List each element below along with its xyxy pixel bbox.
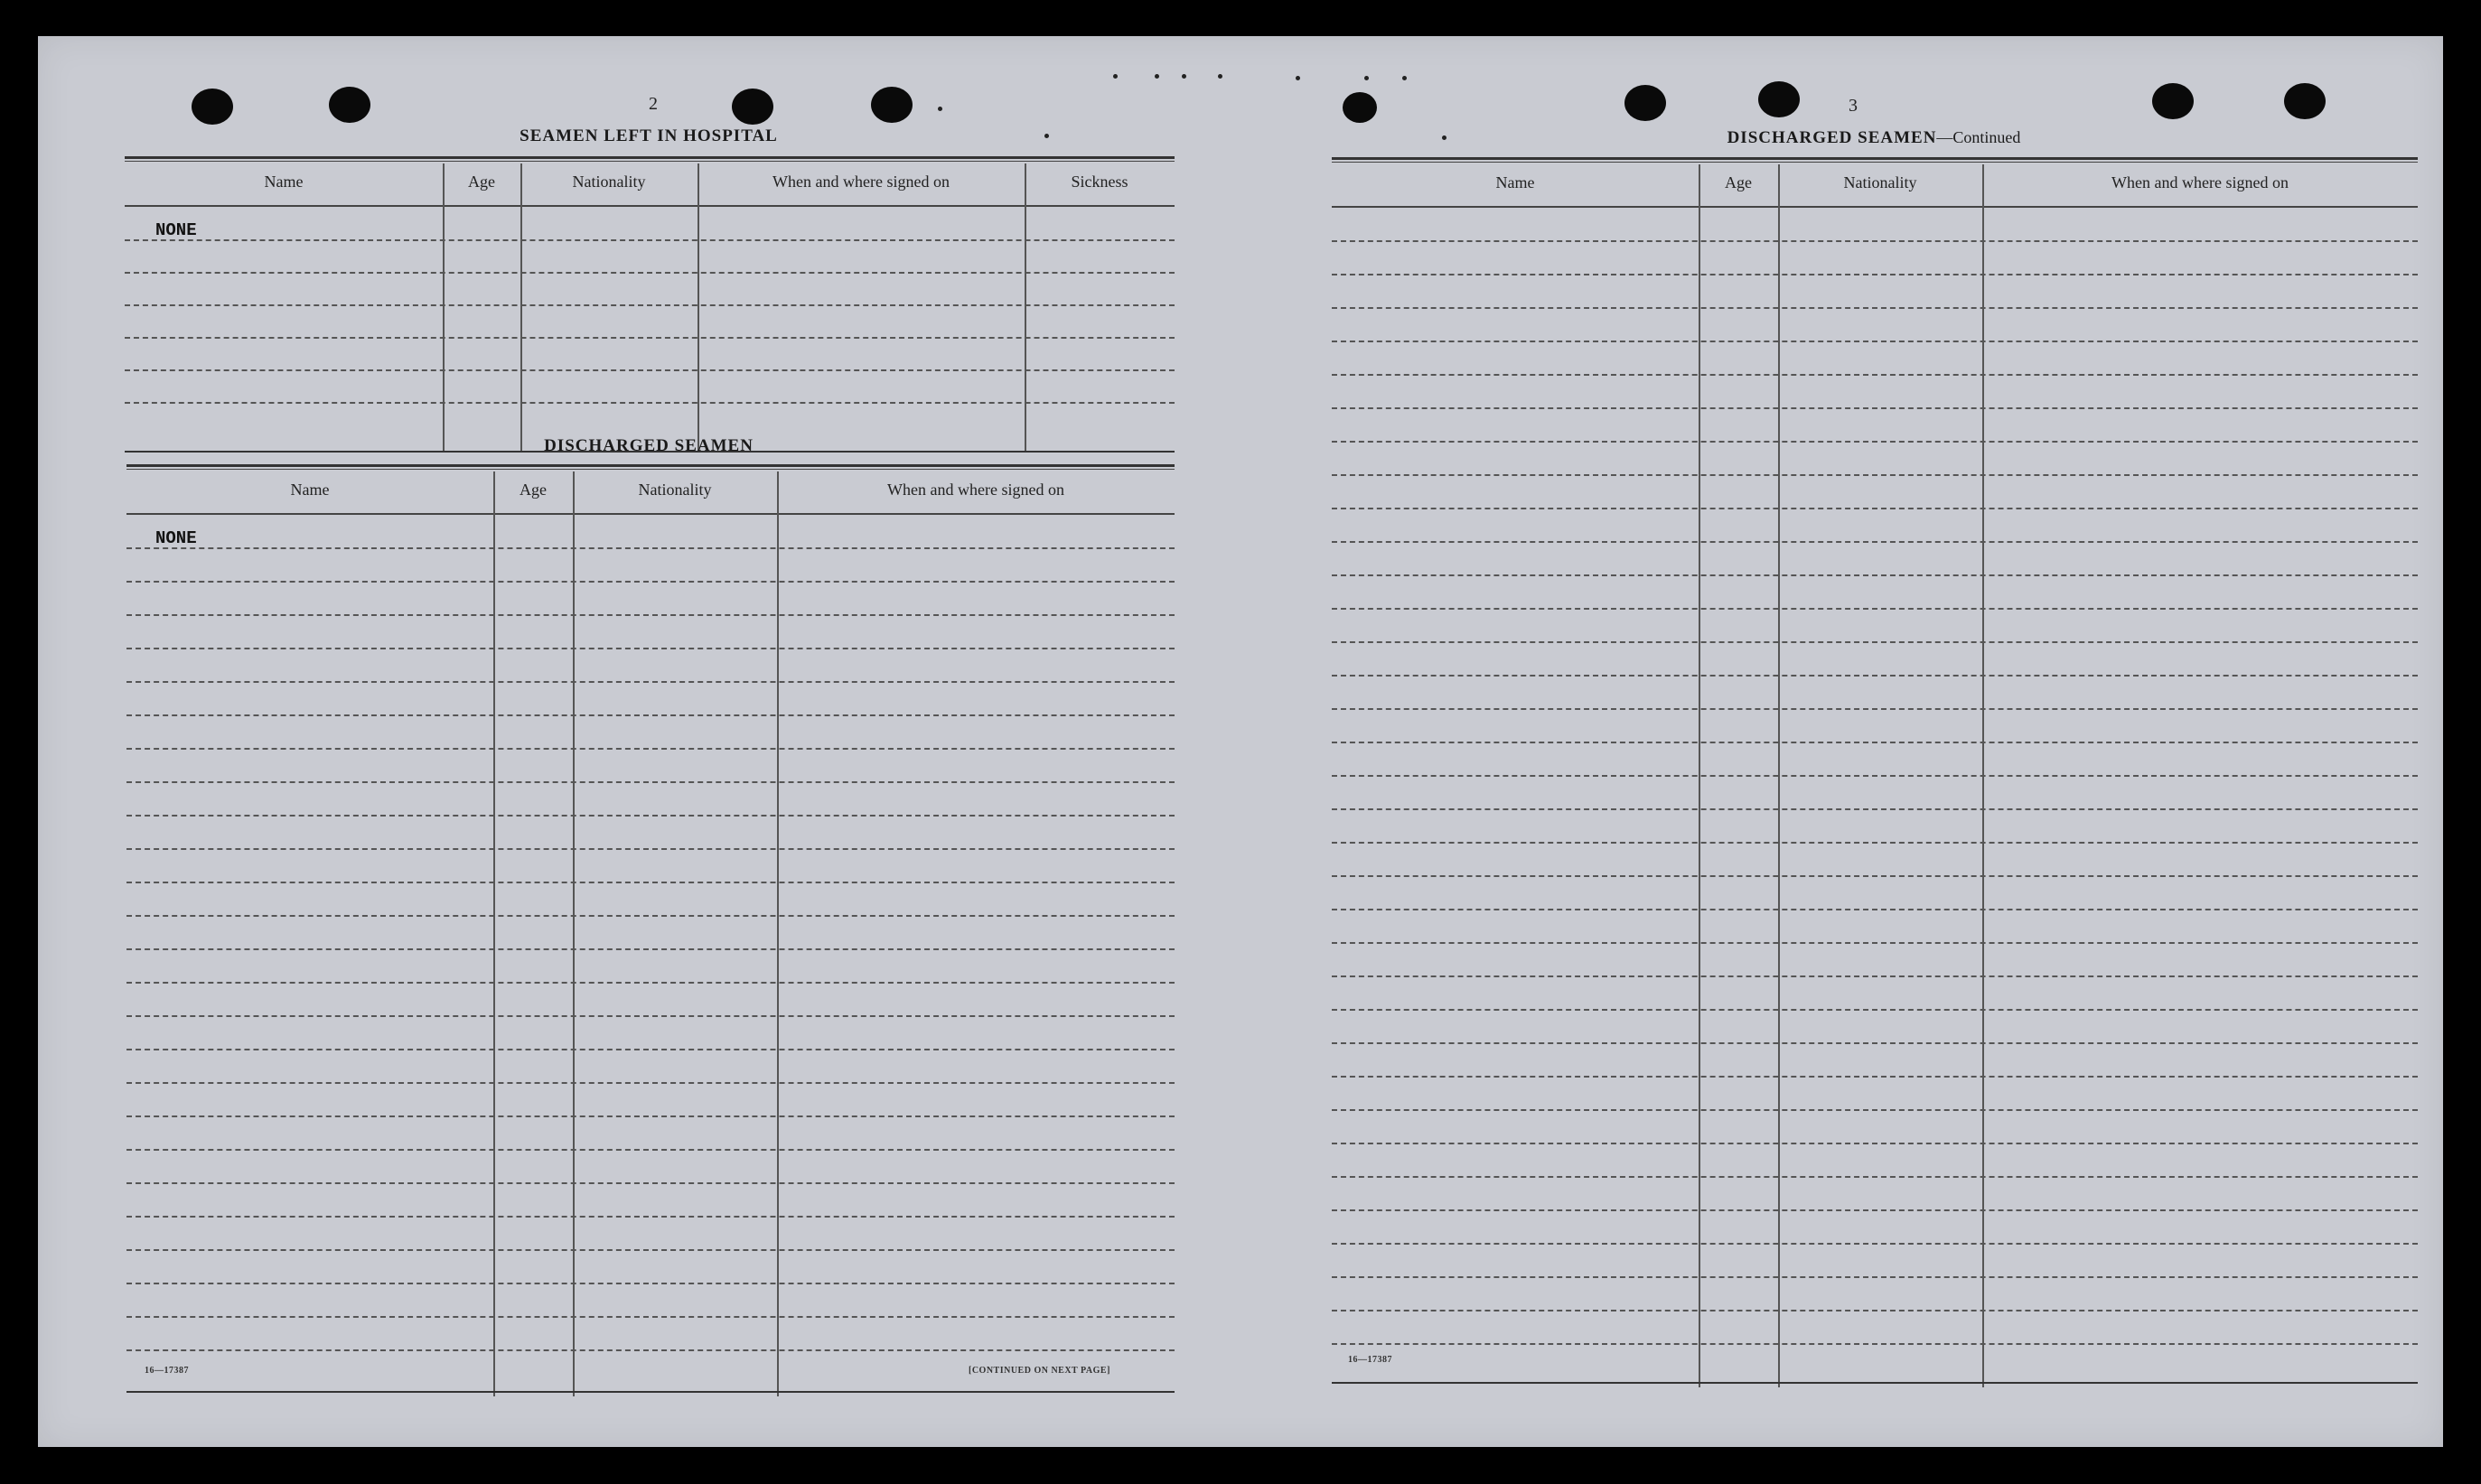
column-header: Name: [1495, 173, 1535, 191]
form-number: 16—17387: [1348, 1355, 1392, 1365]
hospital-entry: NONE: [155, 220, 197, 240]
continued-note: [CONTINUED ON NEXT PAGE]: [969, 1366, 1110, 1376]
punch-hole: [1758, 81, 1800, 117]
title-text: DISCHARGED SEAMEN: [1727, 128, 1937, 147]
speck: [1113, 74, 1118, 79]
column-header: When and where signed on: [887, 481, 1064, 499]
column-header: Name: [264, 173, 304, 191]
punch-hole: [1624, 85, 1666, 121]
column-header: When and where signed on: [2111, 173, 2289, 191]
punch-hole: [2152, 83, 2194, 119]
speck: [1218, 74, 1222, 79]
column-header: Name: [290, 481, 330, 499]
column-header: Sickness: [1071, 173, 1128, 191]
discharged-table-right: [1332, 157, 2418, 1386]
punch-hole: [1343, 92, 1377, 123]
column-header: Age: [1725, 173, 1752, 191]
page-number: 2: [649, 94, 658, 114]
page-number: 3: [1849, 96, 1858, 116]
punch-hole: [192, 89, 233, 125]
discharged-section-title: DISCHARGED SEAMEN: [544, 436, 754, 455]
discharged-continued-title: [1330, 128, 2418, 148]
column-header: When and where signed on: [772, 173, 950, 191]
title-suffix: —Continued: [1936, 128, 2021, 146]
hospital-table: [125, 156, 1175, 454]
punch-hole: [329, 87, 370, 123]
speck: [1402, 76, 1407, 80]
column-header: Nationality: [638, 481, 712, 499]
column-header: Nationality: [572, 173, 646, 191]
document-sheet: [38, 36, 2443, 1447]
speck: [1364, 76, 1369, 80]
column-header: Nationality: [1843, 173, 1917, 191]
hospital-section-title: SEAMEN LEFT IN HOSPITAL: [520, 126, 778, 145]
speck: [1182, 74, 1186, 79]
punch-hole: [871, 87, 913, 123]
punch-hole: [732, 89, 773, 125]
speck: [1155, 74, 1159, 79]
speck: [1296, 76, 1300, 80]
speck: [938, 107, 942, 111]
discharged-entry: NONE: [155, 528, 197, 548]
punch-hole: [2284, 83, 2326, 119]
column-header: Age: [520, 481, 547, 499]
column-header: Age: [468, 173, 495, 191]
form-number: 16—17387: [145, 1366, 189, 1376]
discharged-table-left: [126, 464, 1175, 1395]
